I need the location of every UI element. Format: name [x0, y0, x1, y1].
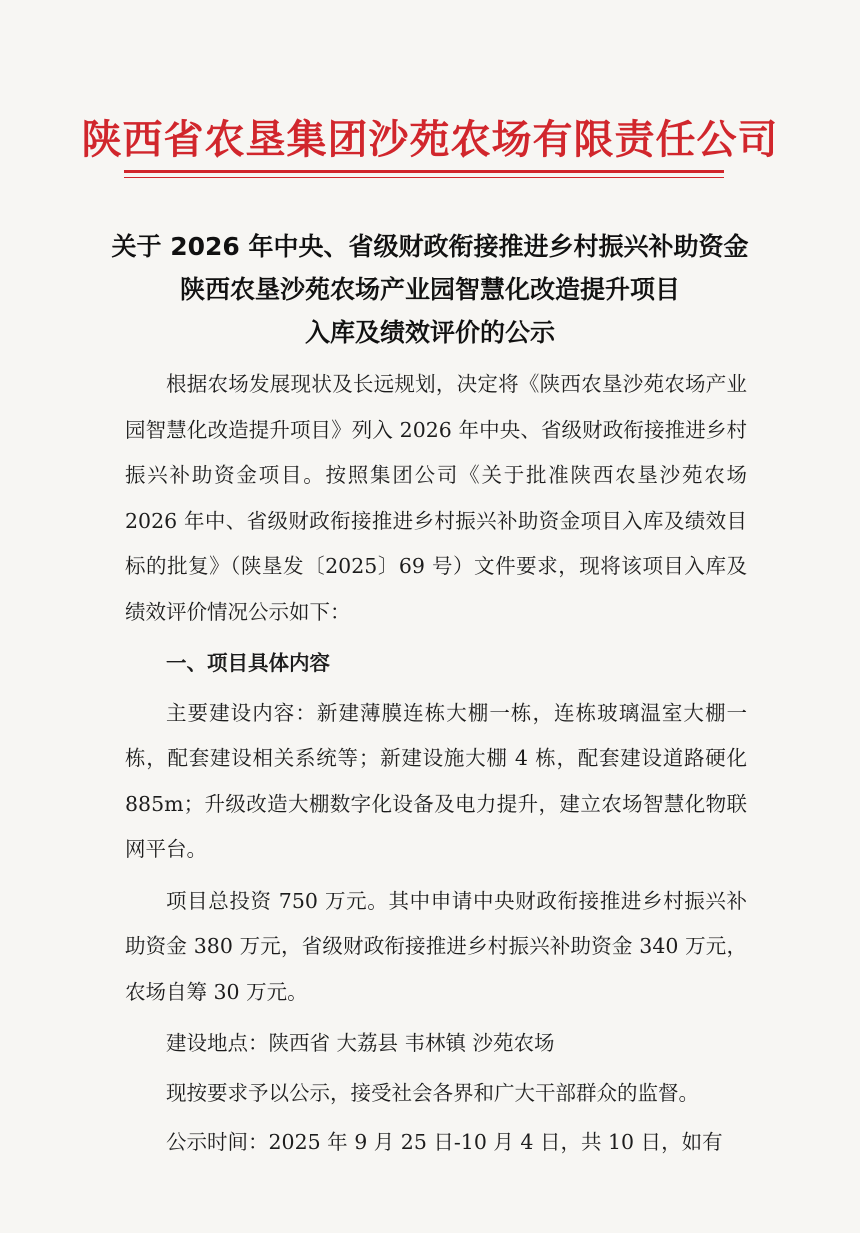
letterhead-rule-thick	[124, 170, 724, 173]
section-1-heading: 一、项目具体内容	[166, 651, 330, 675]
supervision-paragraph: 现按要求予以公示，接受社会各界和广大干部群众的监督。	[166, 1080, 699, 1105]
notice-title-line-2: 陕西农垦沙苑农场产业园智慧化改造提升项目	[179, 275, 680, 304]
intro-paragraph: 根据农场发展现状及长远规划，决定将《陕西农垦沙苑农场产业园智慧化改造提升项目》列入 2026 年中央、省级财政衔接推进乡村振兴补助资金项目。按照集团公司《关于批准陕西农垦沙苑农场 2026 年中、省级财政衔接推进乡村振兴补助资金项目入库及绩效目标的批复》（陕垦发〔2025〕69 号）文件要求，现将该项目入库及绩效评价情况公示如下：	[125, 372, 747, 624]
notice-title-line-1: 关于 2026 年中央、省级财政衔接推进乡村振兴补助资金	[111, 232, 749, 261]
period-paragraph: 公示时间：2025 年 9 月 25 日-10 月 4 日，共 10 日，如有	[166, 1130, 723, 1154]
construction-paragraph: 主要建设内容：新建薄膜连栋大棚一栋，连栋玻璃温室大棚一栋，配套建设相关系统等；新建设施大棚 4 栋，配套建设道路硬化 885m；升级改造大棚数字化设备及电力提升，建立农场智慧化物联网平台。	[125, 700, 747, 861]
notice-title-line-3: 入库及绩效评价的公示	[304, 318, 555, 347]
letterhead-org-name: 陕西省农垦集团沙苑农场有限责任公司	[81, 117, 779, 163]
notice-body	[125, 362, 747, 1170]
letterhead-rule-thin	[124, 177, 724, 178]
location-paragraph: 建设地点：陕西省 大荔县 韦林镇 沙苑农场	[166, 1031, 555, 1055]
investment-paragraph: 项目总投资 750 万元。其中申请中央财政衔接推进乡村振兴补助资金 380 万元，省级财政衔接推进乡村振兴补助资金 340 万元，农场自筹 30 万元。	[125, 888, 747, 1004]
